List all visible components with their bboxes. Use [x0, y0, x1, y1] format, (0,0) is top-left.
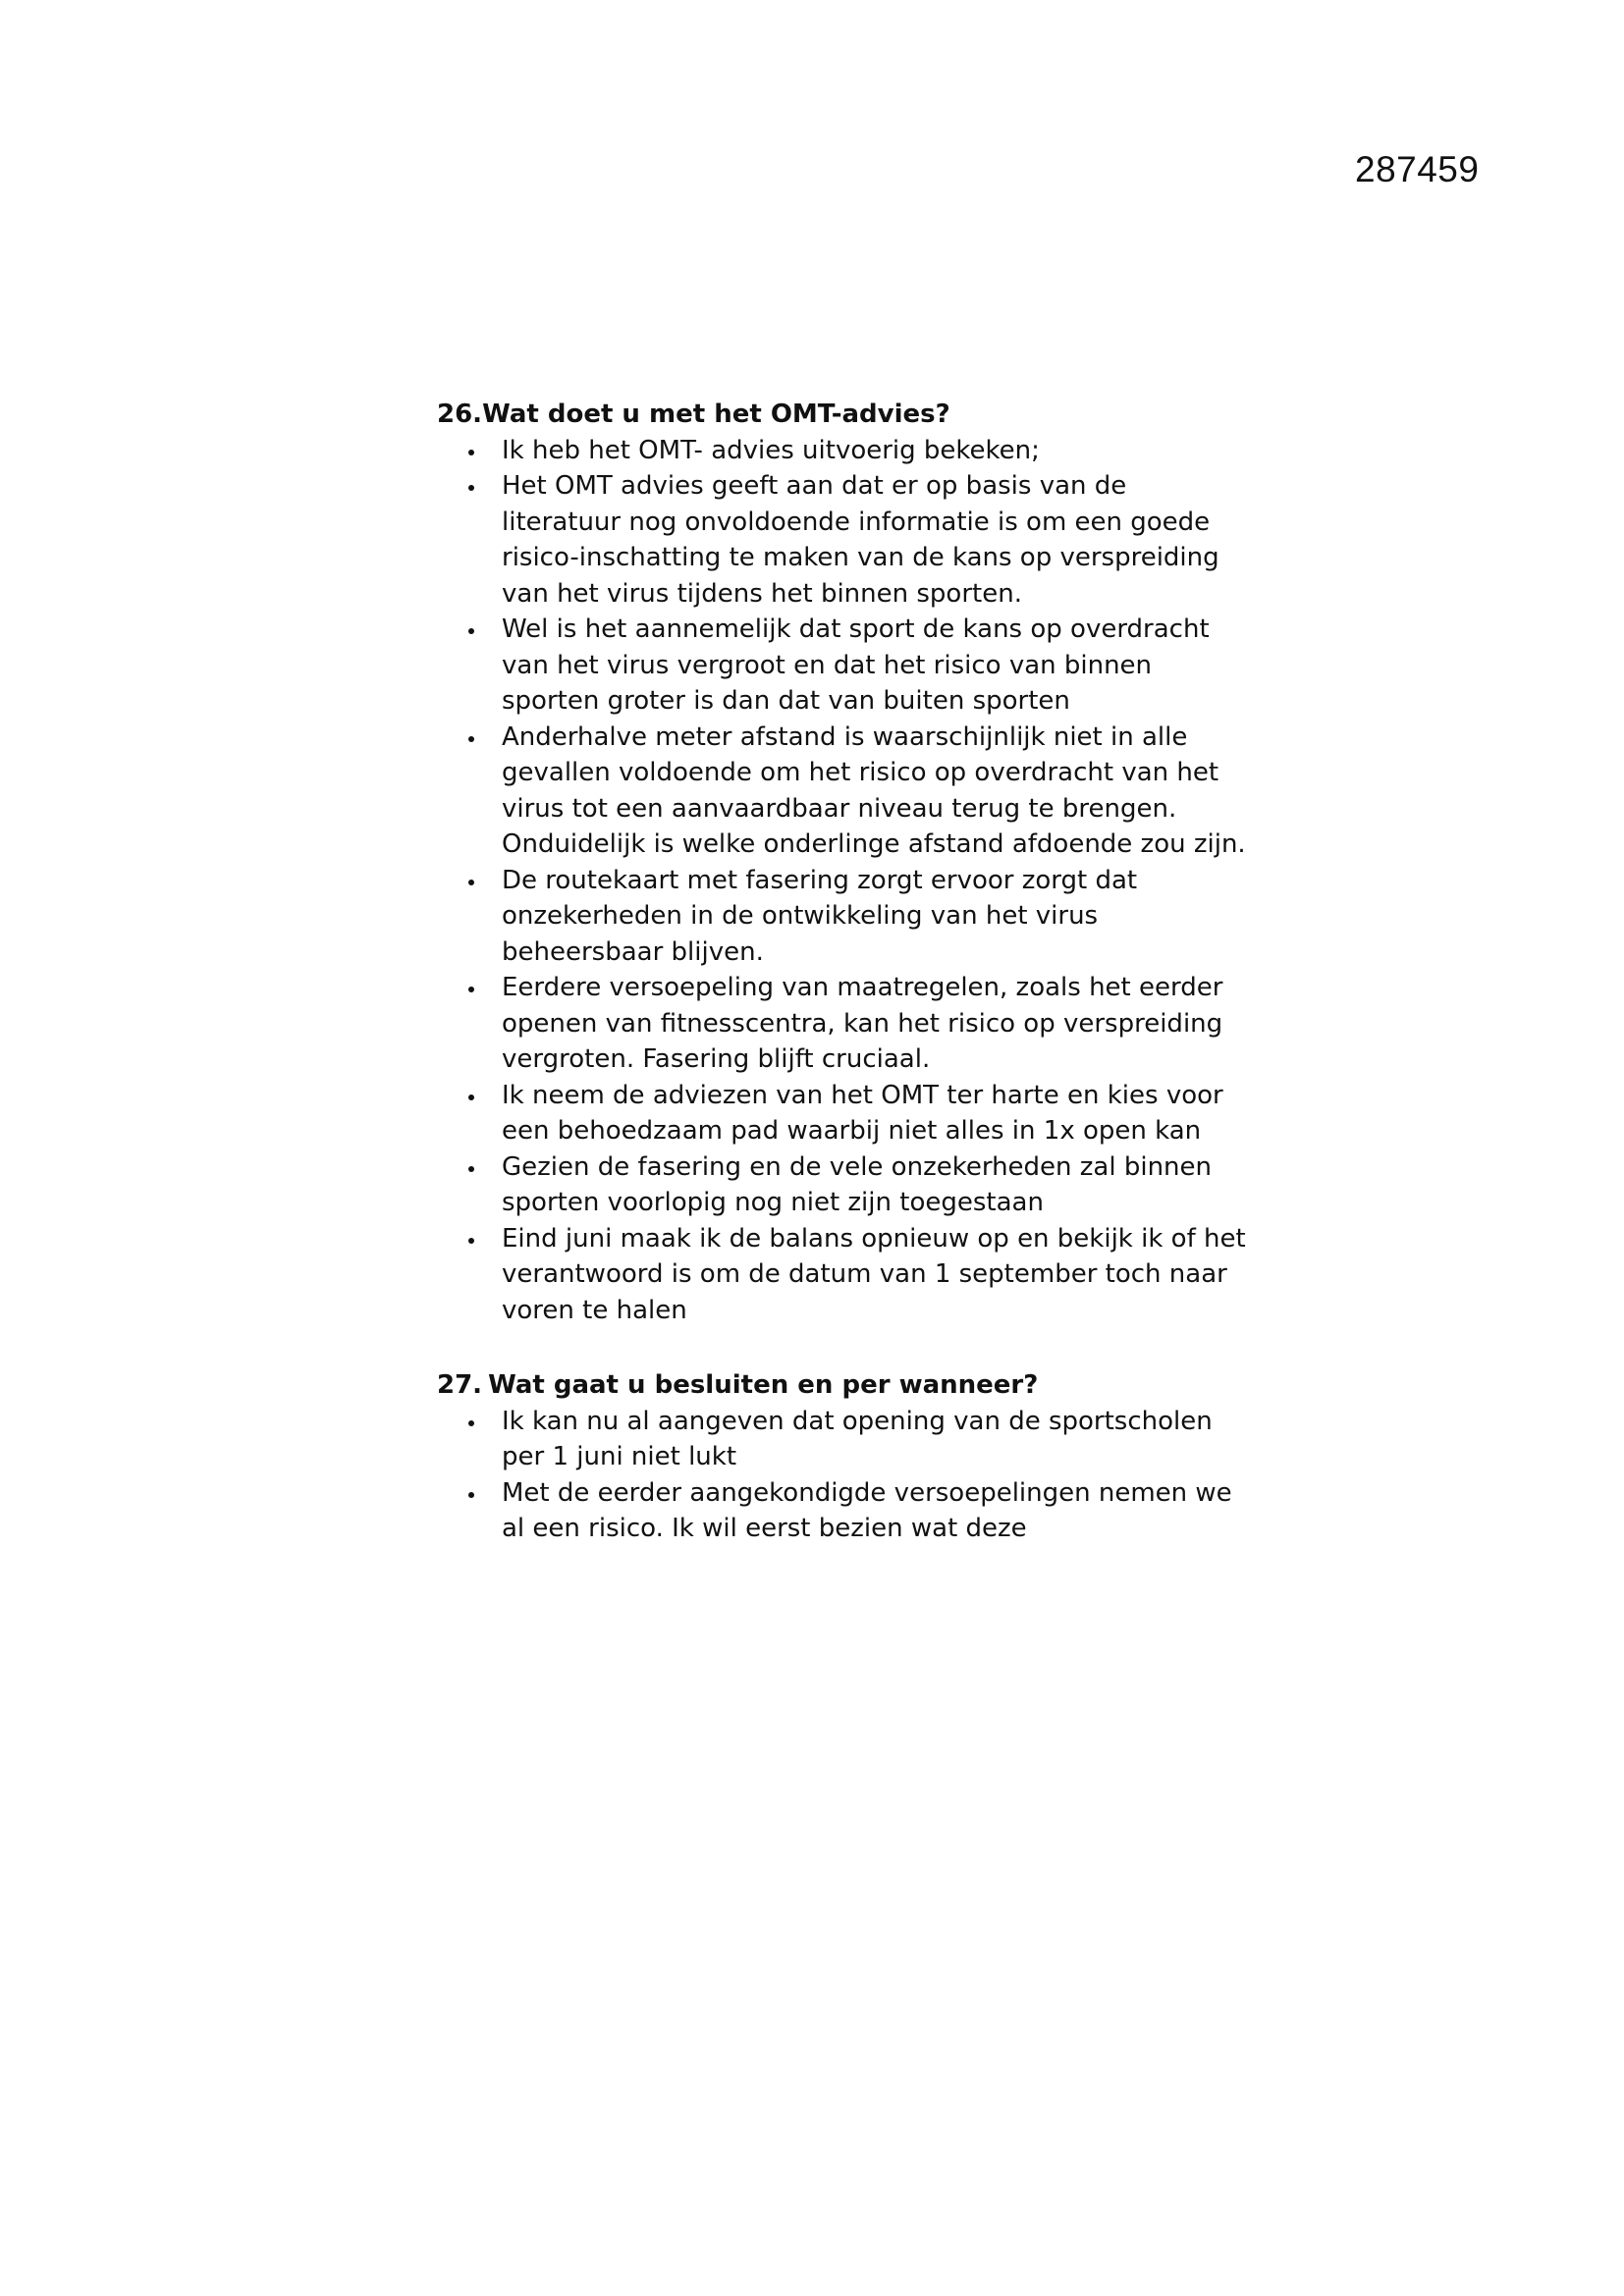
bullet-icon	[468, 1238, 474, 1244]
list-item	[437, 1078, 1252, 1149]
bullet-icon	[468, 1095, 474, 1100]
list-item-text: Wel is het aannemelijk dat sport de kans op overdracht van het virus vergroot en dat het risico van binnen sporten groter is dan dat van buiten sporten	[502, 614, 1210, 716]
list-item	[437, 1221, 1252, 1329]
list-item	[437, 720, 1252, 863]
list-item-text: Met de eerder aangekondigde versoepelingen nemen we al een risico. Ik wil eerst bezien wat deze	[502, 1477, 1232, 1543]
list-item-text: De routekaart met fasering zorgt ervoor zorgt dat onzekerheden in de ontwikkeling van het virus beheersbaar blijven.	[502, 865, 1138, 967]
question-title	[437, 397, 1252, 433]
question-number: 26.	[437, 400, 483, 429]
bullet-icon	[468, 1492, 474, 1498]
question-27	[437, 1367, 1252, 1547]
list-item-text: Anderhalve meter afstand is waarschijnlijk niet in alle gevallen voldoende om het risico op overdracht van het virus tot een aanvaardbaar niveau terug te brengen. Onduidelijk is welke onderlinge afstand afdoende zou zijn.	[502, 721, 1246, 859]
list-item	[437, 863, 1252, 971]
bullet-icon	[468, 628, 474, 634]
document-body	[437, 397, 1252, 1547]
list-item-text: Eerdere versoepeling van maatregelen, zoals het eerder openen van fitnesscentra, kan het risico op verspreiding vergroten. Fasering blijft cruciaal.	[502, 973, 1223, 1074]
bullet-icon	[468, 987, 474, 992]
bullet-icon	[468, 1166, 474, 1172]
list-item	[437, 433, 1252, 469]
question-text: Wat gaat u besluiten en per wanneer?	[488, 1370, 1039, 1400]
question-text: Wat doet u met het OMT-advies?	[482, 400, 950, 429]
bullet-icon	[468, 1420, 474, 1426]
list-item-text: Gezien de fasering en de vele onzekerheden zal binnen sporten voorlopig nog niet zijn toegestaan	[502, 1151, 1213, 1217]
list-item-text: Ik heb het OMT- advies uitvoerig bekeken;	[502, 435, 1040, 465]
document-id: 287459	[1355, 149, 1480, 189]
answer-list	[437, 1404, 1252, 1547]
question-26	[437, 397, 1252, 1328]
question-number: 27.	[437, 1370, 483, 1400]
bullet-icon	[468, 450, 474, 455]
bullet-icon	[468, 880, 474, 885]
answer-list	[437, 433, 1252, 1329]
list-item	[437, 612, 1252, 720]
list-item	[437, 1475, 1252, 1547]
list-item	[437, 970, 1252, 1078]
list-item	[437, 468, 1252, 612]
list-item-text: Ik neem de adviezen van het OMT ter harte en kies voor een behoedzaam pad waarbij niet alles in 1x open kan	[502, 1080, 1223, 1146]
bullet-icon	[468, 736, 474, 742]
list-item-text: Het OMT advies geeft aan dat er op basis van de literatuur nog onvoldoende informatie is om een goede risico-inschatting te maken van de kans op verspreiding van het virus tijdens het binnen sporten.	[502, 471, 1219, 609]
list-item	[437, 1404, 1252, 1475]
bullet-icon	[468, 485, 474, 491]
question-title	[437, 1367, 1252, 1404]
list-item	[437, 1149, 1252, 1221]
list-item-text: Ik kan nu al aangeven dat opening van de sportscholen per 1 juni niet lukt	[502, 1406, 1213, 1471]
list-item-text: Eind juni maak ik de balans opnieuw op en bekijk ik of het verantwoord is om de datum van 1 september toch naar voren te halen	[502, 1223, 1246, 1325]
